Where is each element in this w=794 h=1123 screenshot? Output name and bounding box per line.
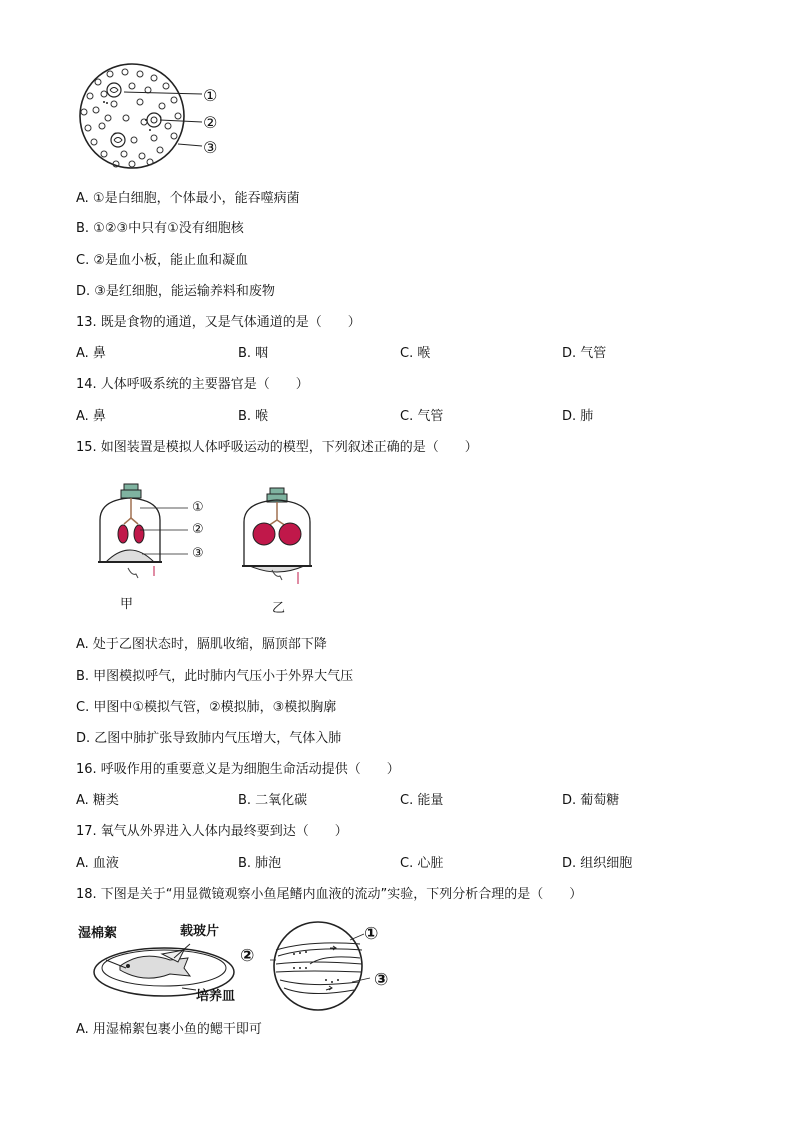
q17-option-a: A. 血液 (76, 856, 119, 871)
q13-option-b: B. 咽 (238, 346, 269, 361)
q14-option-d: D. 肺 (562, 409, 594, 424)
q15-label-3: ③ (192, 546, 204, 561)
q18-label-2: ② (240, 946, 255, 966)
breathing-model-figure (90, 478, 330, 590)
q12-option-b: B. ①②③中只有①没有细胞核 (76, 221, 244, 236)
q15-label-2: ② (192, 522, 204, 537)
q14-option-c: C. 气管 (400, 409, 444, 424)
q18-label-3: ③ (374, 970, 389, 990)
q16-option-b: B. 二氧化碳 (238, 793, 308, 808)
q13-option-c: C. 喉 (400, 346, 431, 361)
q13-stem: 13. 既是食物的通道，又是气体通道的是（ ） (76, 315, 361, 330)
q15-option-b: B. 甲图模拟呼气，此时肺内气压小于外界大气压 (76, 669, 354, 684)
q15-option-a: A. 处于乙图状态时，膈肌收缩，膈顶部下降 (76, 637, 327, 652)
q13-option-d: D. 气管 (562, 346, 607, 361)
q18-stem: 18. 下图是关于“用显微镜观察小鱼尾鳍内血液的流动”实验，下列分析合理的是（ ） (76, 887, 583, 902)
q17-option-b: B. 肺泡 (238, 856, 282, 871)
q18-label-1: ① (364, 924, 379, 944)
q17-option-c: C. 心脏 (400, 856, 444, 871)
q18-option-a: A. 用湿棉絮包裹小鱼的鳃干即可 (76, 1022, 262, 1037)
q14-option-a: A. 鼻 (76, 409, 106, 424)
q15-caption-jia: 甲 (120, 597, 134, 612)
q18-label-wet-cotton: 湿棉絮 (78, 926, 118, 941)
q16-option-a: A. 糖类 (76, 793, 119, 808)
q12-option-a: A. ①是白细胞，个体最小，能吞噬病菌 (76, 191, 300, 206)
q15-caption-yi: 乙 (272, 601, 286, 616)
q15-option-d: D. 乙图中肺扩张导致肺内气压增大，气体入肺 (76, 731, 342, 746)
q13-option-a: A. 鼻 (76, 346, 106, 361)
q15-label-1: ① (192, 500, 204, 515)
q17-option-d: D. 组织细胞 (562, 856, 633, 871)
q12-label-1: ① (203, 86, 218, 105)
q14-option-b: B. 喉 (238, 409, 269, 424)
q12-option-c: C. ②是血小板，能止血和凝血 (76, 253, 248, 268)
q12-option-d: D. ③是红细胞，能运输养料和废物 (76, 284, 275, 299)
q17-stem: 17. 氧气从外界进入人体内最终要到达（ ） (76, 824, 348, 839)
q16-stem: 16. 呼吸作用的重要意义是为细胞生命活动提供（ ） (76, 762, 400, 777)
q16-option-c: C. 能量 (400, 793, 444, 808)
q18-label-dish: 培养皿 (196, 989, 236, 1004)
q15-stem: 15. 如图装置是模拟人体呼吸运动的模型，下列叙述正确的是（ ） (76, 440, 478, 455)
q12-label-2: ② (203, 113, 218, 132)
q15-option-c: C. 甲图中①模拟气管，②模拟肺，③模拟胸廓 (76, 700, 337, 715)
fish-dish-figure (92, 928, 267, 1008)
q16-option-d: D. 葡萄糖 (562, 793, 620, 808)
q12-label-3: ③ (203, 138, 218, 157)
q18-label-slide: 载玻片 (180, 924, 220, 939)
q14-stem: 14. 人体呼吸系统的主要器官是（ ） (76, 377, 309, 392)
